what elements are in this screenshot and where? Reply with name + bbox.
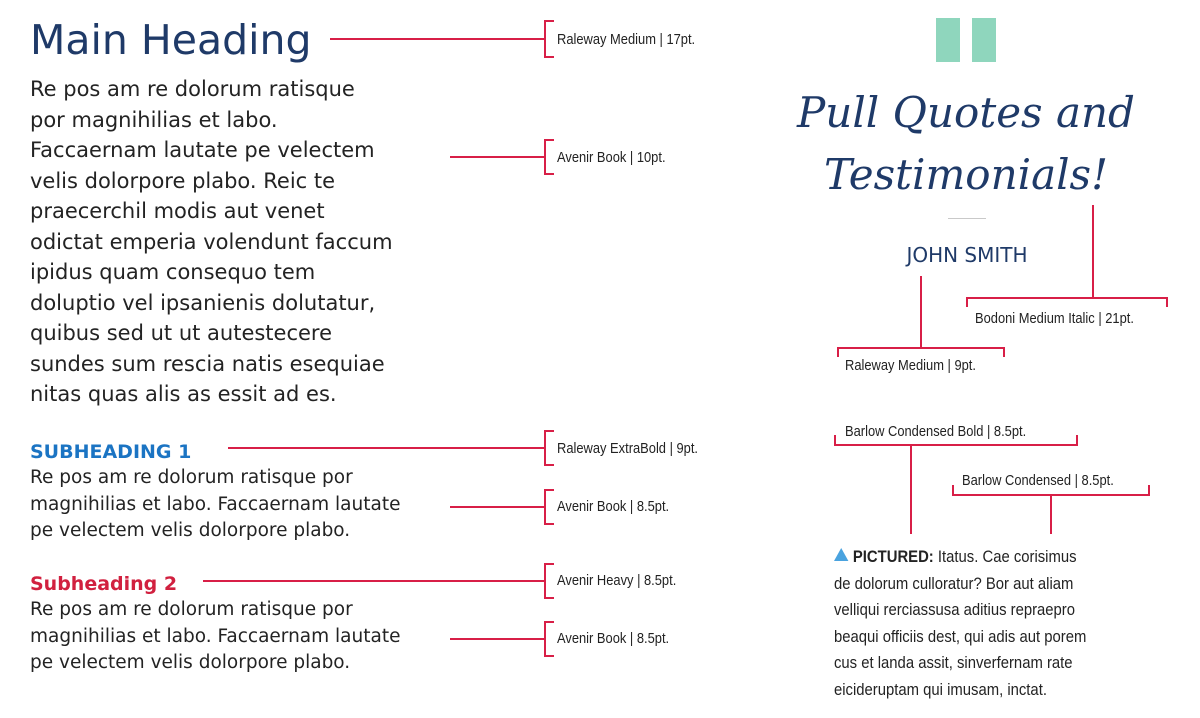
annotation-bracket-cap [544, 20, 554, 22]
annotation-line-author-name [920, 276, 922, 349]
annotation-line-main-heading [330, 38, 546, 40]
quote-divider [948, 218, 986, 219]
caption-line: Itatus. Cae corisimus [937, 548, 1077, 566]
annotation-bracket-cap [837, 347, 839, 357]
annotation-bracket-author-name [837, 347, 1005, 349]
subheading-1-text: Re pos am re dolorum ratisque por magnihilias et labo. Faccaernam lautate pe velectem velis dolorpore plabo. [30, 467, 401, 541]
annotation-line-caption-lead [910, 444, 912, 534]
subheading-2-text: Re pos am re dolorum ratisque por magnihilias et labo. Faccaernam lautate pe velectem velis dolorpore plabo. [30, 599, 401, 673]
annotation-bracket-subtext-1 [544, 489, 546, 525]
annotation-bracket-cap [834, 435, 836, 445]
pull-quote: Pull Quotes and Testimonials! [797, 88, 1135, 199]
annotation-bracket-cap [1003, 347, 1005, 357]
annotation-label-subtext-1: Avenir Book | 8.5pt. [557, 498, 670, 515]
caption-line: velliqui rerciassusa aditius repraepro [834, 601, 1076, 619]
annotation-bracket-cap [544, 173, 554, 175]
photo-caption [834, 544, 1122, 703]
annotation-bracket-cap [544, 489, 554, 491]
double-quote-icon [932, 16, 1002, 66]
annotation-label-author-name: Raleway Medium | 9pt. [845, 357, 976, 374]
annotation-label-caption-text: Barlow Condensed | 8.5pt. [962, 472, 1114, 489]
caption-line: eicideruptam qui imusam, inctat. [834, 680, 1047, 699]
annotation-bracket-cap [1166, 297, 1168, 307]
annotation-label-body-text: Avenir Book | 10pt. [557, 149, 666, 166]
caption-lead: PICTURED: [852, 548, 934, 566]
annotation-bracket-cap [544, 597, 554, 599]
triangle-up-icon [834, 548, 848, 561]
annotation-label-subheading-1: Raleway ExtraBold | 9pt. [557, 440, 699, 457]
annotation-bracket-cap [1148, 485, 1150, 495]
annotation-bracket-main-heading [544, 20, 546, 58]
annotation-bracket-subheading-2 [544, 563, 546, 599]
annotation-bracket-cap [1076, 435, 1078, 445]
caption-line: beaqui officiis dest, qui adis aut porem [834, 627, 1087, 646]
annotation-bracket-body-text [544, 139, 546, 175]
annotation-bracket-cap [544, 655, 554, 657]
annotation-label-caption-lead: Barlow Condensed Bold | 8.5pt. [845, 423, 1027, 440]
caption-line: cus et landa assit, sinverfernam rate [834, 654, 1073, 672]
annotation-line-caption-text [1050, 494, 1052, 534]
annotation-line-subheading-1 [228, 447, 546, 449]
annotation-bracket-cap [544, 563, 554, 565]
annotation-bracket-cap [966, 297, 968, 307]
annotation-label-subtext-2: Avenir Book | 8.5pt. [557, 630, 670, 647]
annotation-label-subheading-2: Avenir Heavy | 8.5pt. [557, 572, 677, 589]
annotation-line-subtext-1 [450, 506, 546, 508]
annotation-line-pull-quote [1092, 205, 1094, 299]
annotation-bracket-subheading-1 [544, 430, 546, 466]
annotation-bracket-cap [544, 621, 554, 623]
subheading-1: SUBHEADING 1 [30, 441, 192, 463]
annotation-bracket-cap [544, 139, 554, 141]
annotation-bracket-pull-quote [966, 297, 1168, 299]
annotation-bracket-subtext-2 [544, 621, 546, 657]
body-text: Re pos am re dolorum ratisque por magnihilias et labo. Faccaernam lautate pe velectem velis dolorpore plabo. Reic te praecerchil modis aut venet odictat emperia volendunt faccum ipidus quam consequo tem doluptio vel ipsanienis dolutatur, quibus sed ut ut autestecere sundes sum rescia natis esequiae nitas quas alis as essit ad es. [30, 77, 393, 406]
annotation-bracket-cap [544, 523, 554, 525]
subheading-2: Subheading 2 [30, 573, 178, 595]
caption-line: de dolorum culloratur? Bor aut aliam [834, 574, 1074, 593]
annotation-bracket-cap [544, 430, 554, 432]
annotation-label-main-heading: Raleway Medium | 17pt. [557, 31, 696, 48]
author-name: JOHN SMITH [906, 243, 1028, 267]
annotation-bracket-cap [544, 464, 554, 466]
main-heading: Main Heading [30, 16, 312, 64]
annotation-line-subheading-2 [203, 580, 546, 582]
annotation-bracket-cap [544, 56, 554, 58]
annotation-label-pull-quote: Bodoni Medium Italic | 21pt. [975, 310, 1134, 327]
annotation-bracket-caption-lead [834, 444, 1078, 446]
caption-first-line [834, 544, 1122, 571]
annotation-bracket-cap [952, 485, 954, 495]
annotation-line-subtext-2 [450, 638, 546, 640]
annotation-line-body-text [450, 156, 546, 158]
